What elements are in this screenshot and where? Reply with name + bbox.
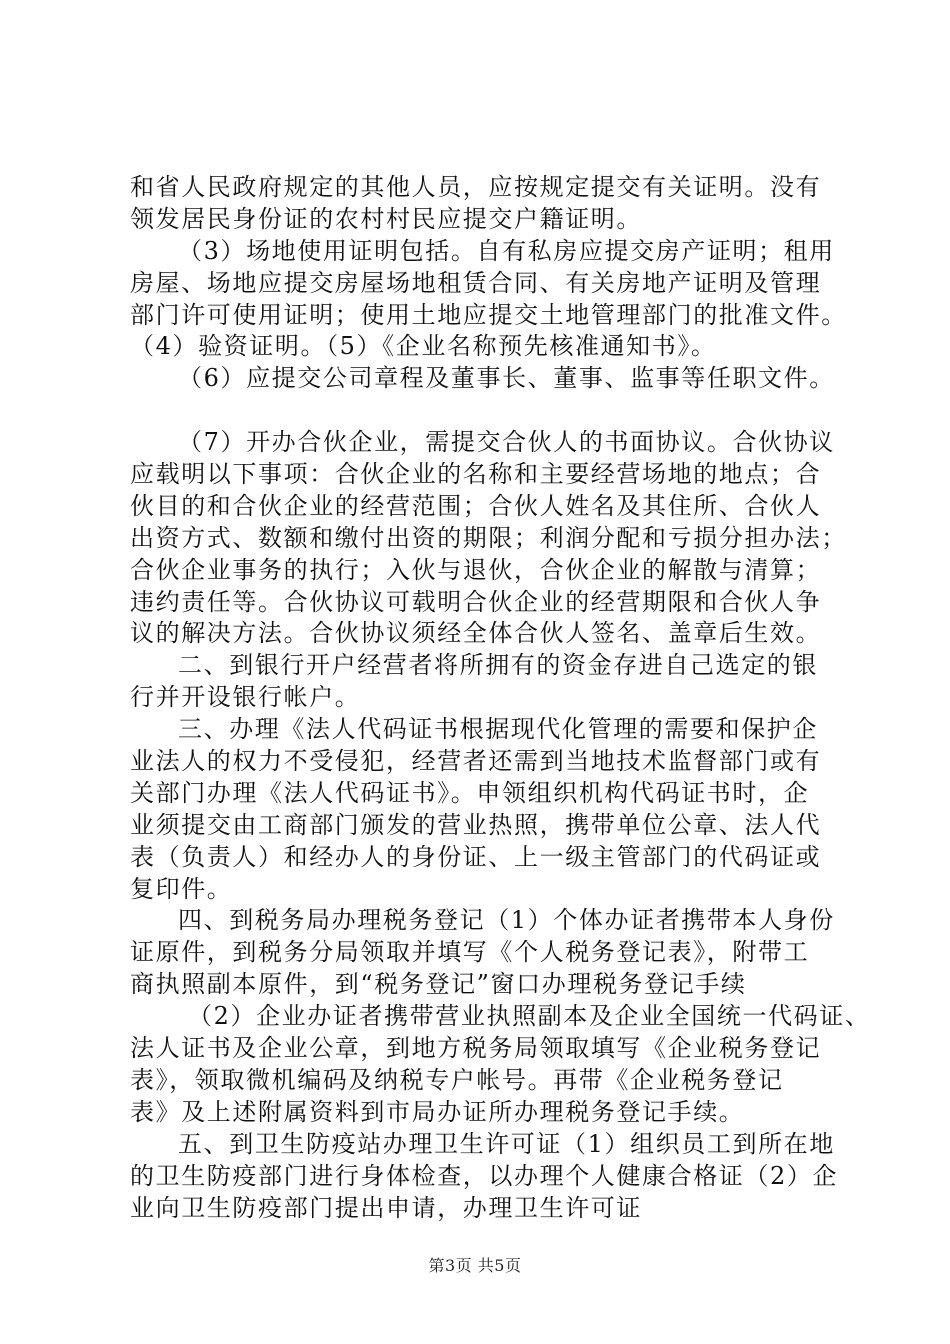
text-line: 复印件。 [130, 874, 233, 903]
blank-line [130, 395, 850, 427]
text-line: （4）验资证明。（5）《企业名称预先核准通知书》。 [130, 332, 717, 361]
text-line: 证原件，到税务分局领取并填写《个人税务登记表》，附带工 [130, 938, 810, 967]
text-line: 的卫生防疫部门进行身体检查，以办理个人健康合格证（2）企 [130, 1161, 839, 1190]
text-line: 和省人民政府规定的其他人员，应按规定提交有关证明。没有 [130, 173, 822, 201]
text-line: 行并开设银行帐户。 [130, 683, 361, 712]
text-line: （2）企业办证者携带营业执照副本及企业全国统一代码证、 [188, 1002, 871, 1031]
text-line: 出资方式、数额和缴付出资的期限；利润分配和亏损分担办法； [130, 523, 847, 552]
text-line: 四、到税务局办理税务登记（1）个体办证者携带本人身份 [178, 906, 835, 935]
text-line: 业须提交由工商部门颁发的营业热照，携带单位公章、法人代 [130, 810, 822, 839]
document-body [130, 172, 871, 1224]
text-line: 三、办理《法人代码证书根据现代化管理的需要和保护企 [178, 715, 818, 744]
text-line: 应载明以下事项：合伙企业的名称和主要经营场地的地点；合 [130, 460, 822, 489]
text-line: 业向卫生防疫部门提出申请，办理卫生许可证 [130, 1193, 642, 1222]
text-line: 议的解决方法。合伙协议须经全体合伙人签名、盖章后生效。 [130, 619, 822, 648]
text-line: 违约责任等。合伙协议可载明合伙企业的经营期限和合伙人争 [130, 587, 822, 616]
text-line: 关部门办理《法人代码证书》。申领组织机构代码证书时，企 [130, 778, 810, 807]
text-line: 表》及上述附属资料到市局办证所办理税务登记手续。 [130, 1097, 745, 1126]
text-line: 业法人的权力不受侵犯，经营者还需到当地技术监督部门或有 [130, 747, 822, 776]
text-line: 表（负责人）和经办人的身份证、上一级主管部门的代码证或 [130, 842, 822, 871]
text-line: （7）开办合伙企业，需提交合伙人的书面协议。合伙协议 [178, 428, 835, 457]
text-line: 伙目的和合伙企业的经营范围；合伙人姓名及其住所、合伙人 [130, 491, 822, 520]
text-line: 领发居民身份证的农村村民应提交户籍证明。 [130, 204, 642, 233]
text-line: （3）场地使用证明包括。自有私房应提交房产证明；租用 [178, 236, 835, 265]
text-line: 法人证书及企业公章，到地方税务局领取填写《企业税务登记 [130, 1034, 822, 1063]
text-line: 五、到卫生防疫站办理卫生许可证（1）组织员工到所在地 [178, 1129, 835, 1158]
text-line: 合伙企业事务的执行；入伙与退伙，合伙企业的解散与清算； [130, 555, 822, 584]
text-line: 二、到银行开户经营者将所拥有的资金存进自己选定的银 [178, 651, 818, 680]
text-line: 部门许可使用证明；使用土地应提交土地管理部门的批准文件。 [130, 300, 847, 329]
text-line: 商执照副本原件，到“税务登记”窗口办理税务登记手续 [130, 970, 747, 999]
text-line: （6）应提交公司章程及董事长、董事、监事等任职文件。 [178, 364, 835, 393]
text-line: 表》，领取微机编码及纳税专户帐号。再带《企业税务登记 [130, 1065, 784, 1094]
text-line: 房屋、场地应提交房屋场地租赁合同、有关房地产证明及管理 [130, 268, 822, 297]
page-number-footer: 第3页 共5页 [428, 1256, 522, 1275]
